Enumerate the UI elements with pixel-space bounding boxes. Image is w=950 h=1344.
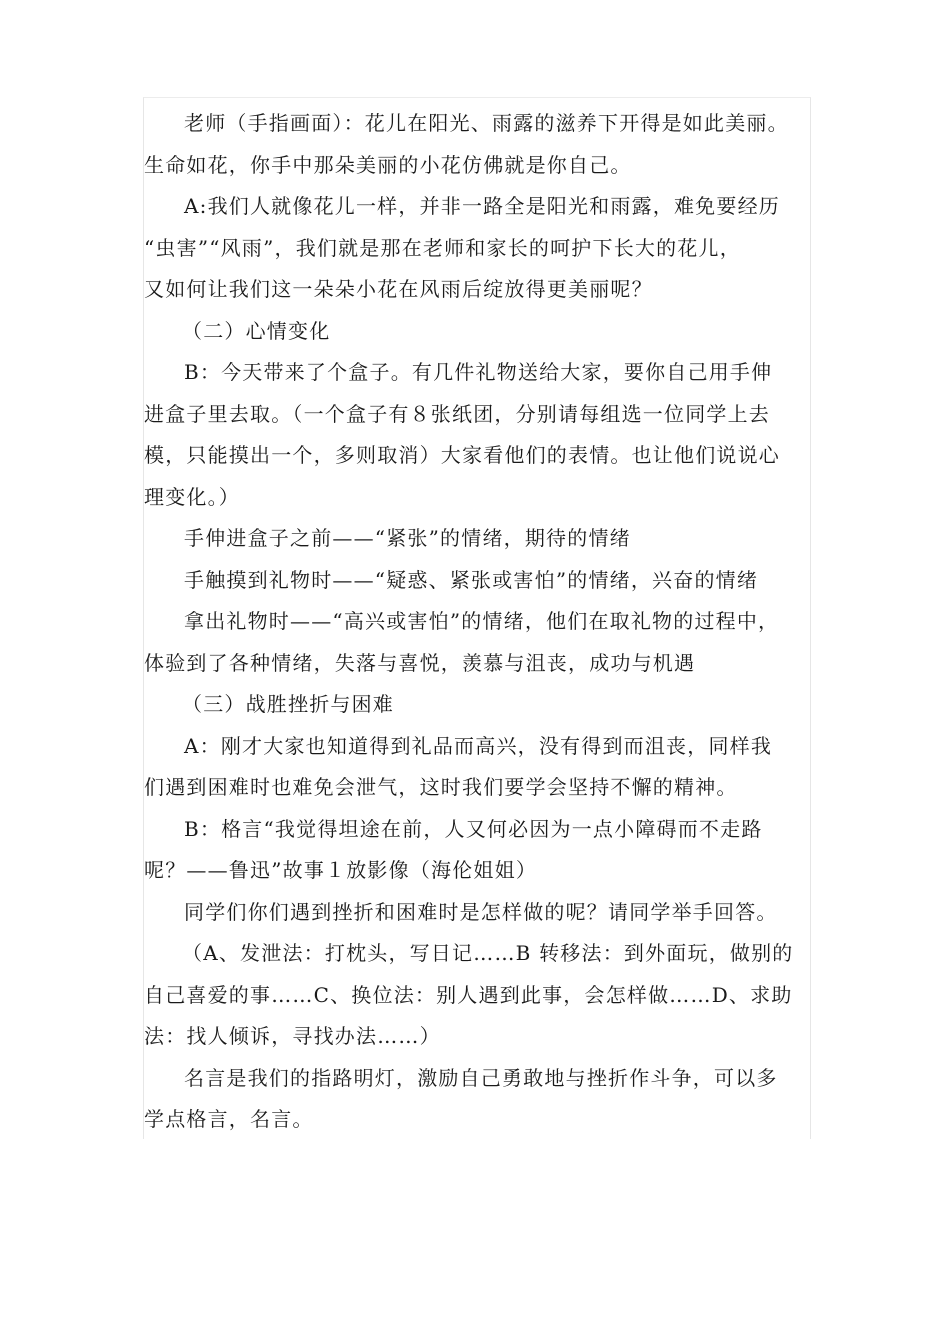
paragraph-line: 理变化。） bbox=[144, 484, 240, 509]
paragraph-line: 老师（手指画面）：花儿在阳光、雨露的滋养下开得是如此美丽。 bbox=[184, 111, 789, 135]
paragraph-line: 自己喜爱的事……C、换位法：别人遇到此事，会怎样做……D、求助 bbox=[144, 982, 793, 1007]
paragraph-line: 们遇到困难时也难免会泄气，这时我们要学会坚持不懈的精神。 bbox=[144, 775, 738, 799]
document-page bbox=[143, 97, 811, 1139]
paragraph-line: 手伸进盒子之前——“紧张”的情绪，期待的情绪 bbox=[184, 526, 631, 550]
paragraph-line: 进盒子里去取。（一个盒子有８张纸团，分别请每组选一位同学上去 bbox=[144, 401, 770, 426]
paragraph-line: A：刚才大家也知道得到礼品而高兴，没有得到而沮丧，同样我 bbox=[184, 733, 773, 758]
section-heading: （三）战胜挫折与困难 bbox=[182, 692, 394, 716]
paragraph-line: 又如何让我们这一朵朵小花在风雨后绽放得更美丽呢？ bbox=[144, 277, 653, 301]
section-heading: （二）心情变化 bbox=[182, 318, 331, 343]
document-body bbox=[144, 98, 810, 1141]
paragraph-line: 法：找人倾诉，寻找办法……） bbox=[144, 1024, 441, 1048]
paragraph-line: （A、发泄法：打枕头，写日记……B 转移法：到外面玩，做别的 bbox=[182, 941, 794, 965]
paragraph-line: 学点格言，名言。 bbox=[144, 1107, 314, 1131]
paragraph-line: B：格言“我觉得坦途在前，人又何必因为一点小障碍而不走路 bbox=[184, 816, 763, 841]
paragraph-line: 呢？——鲁迅”故事１放影像（海伦姐姐） bbox=[144, 858, 538, 882]
paragraph-line: 同学们你们遇到挫折和困难时是怎样做的呢？请同学举手回答。 bbox=[184, 899, 778, 924]
paragraph-line: 生命如花，你手中那朵美丽的小花仿佛就是你自己。 bbox=[144, 152, 632, 177]
paragraph-line: 体验到了各种情绪，失落与喜悦，羡慕与沮丧，成功与机遇 bbox=[144, 650, 696, 675]
paragraph-line: B：今天带来了个盒子。有几件礼物送给大家，要你自己用手伸 bbox=[184, 360, 773, 384]
paragraph-line: 手触摸到礼物时——“疑惑、紧张或害怕”的情绪，兴奋的情绪 bbox=[184, 567, 759, 592]
paragraph-line: A:我们人就像花儿一样，并非一路全是阳光和雨露，难免要经历 bbox=[184, 194, 780, 218]
paragraph-line: 模，只能摸出一个，多则取消）大家看他们的表情。也让他们说说心 bbox=[144, 443, 780, 467]
paragraph-line: 名言是我们的指路明灯，激励自己勇敢地与挫折作斗争，可以多 bbox=[184, 1065, 778, 1090]
paragraph-line: “虫害”“风雨”，我们就是那在老师和家长的呵护下长大的花儿， bbox=[144, 235, 741, 260]
paragraph-line: 拿出礼物时——“高兴或害怕”的情绪，他们在取礼物的过程中， bbox=[184, 609, 780, 633]
